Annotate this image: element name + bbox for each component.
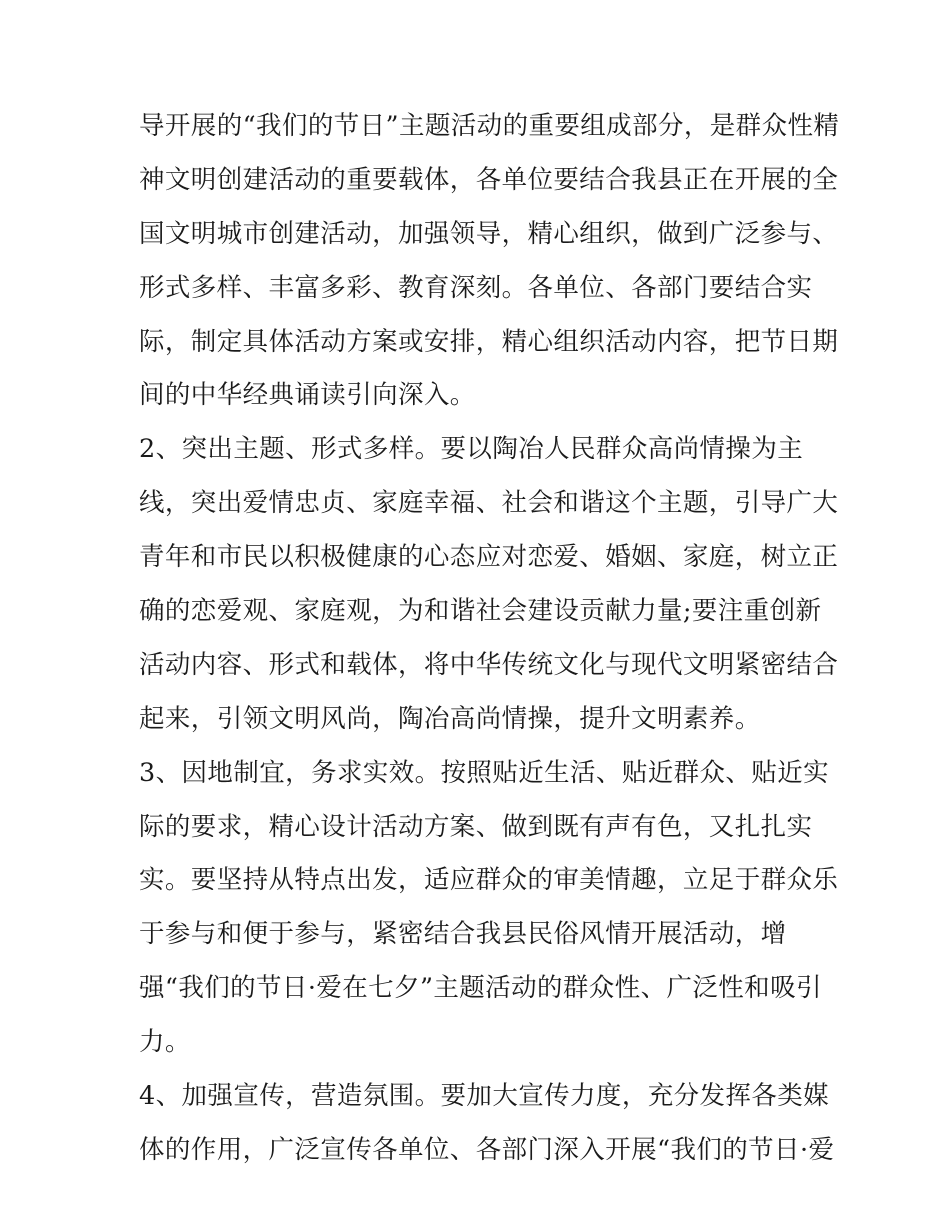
text-line: 际的要求，精心设计活动方案、做到既有声有色，又扎扎实 xyxy=(139,811,813,842)
text-line: 青年和市民以积极健康的心态应对恋爱、婚姻、家庭，树立正 xyxy=(139,542,839,573)
text-line: 实。要坚持从特点出发，适应群众的审美情趣，立足于群众乐 xyxy=(139,865,839,896)
text-line: 国文明城市创建活动，加强领导，精心组织，做到广泛参与、 xyxy=(139,218,839,249)
text-line: 强“我们的节日·爱在七夕”主题活动的群众性、广泛性和吸引 xyxy=(139,973,822,1004)
text-line: 3、因地制宜，务求实效。按照贴近生活、贴近群众、贴近实 xyxy=(139,757,830,788)
text-line: 形式多样、丰富多彩、教育深刻。各单位、各部门要结合实 xyxy=(139,272,813,303)
text-line: 神文明创建活动的重要载体，各单位要结合我县正在开展的全 xyxy=(139,164,839,195)
text-line: 力。 xyxy=(139,1027,191,1058)
text-line: 起来，引领文明风尚，陶冶高尚情操，提升文明素养。 xyxy=(139,703,761,734)
text-line: 线，突出爱情忠贞、家庭幸福、社会和谐这个主题，引导广大 xyxy=(139,488,839,519)
text-line: 4、加强宣传，营造氛围。要加大宣传力度，充分发挥各类媒 xyxy=(139,1081,830,1112)
text-line: 2、突出主题、形式多样。要以陶冶人民群众高尚情操为主 xyxy=(139,434,804,465)
text-line: 际，制定具体活动方案或安排，精心组织活动内容，把节日期 xyxy=(139,326,839,357)
text-line: 间的中华经典诵读引向深入。 xyxy=(139,380,476,411)
text-line: 于参与和便于参与，紧密结合我县民俗风情开展活动，增 xyxy=(139,919,787,950)
text-line: 导开展的“我们的节日”主题活动的重要组成部分，是群众性精 xyxy=(139,111,840,141)
text-line: 确的恋爱观、家庭观，为和谐社会建设贡献力量;要注重创新 xyxy=(139,596,822,627)
text-line: 体的作用，广泛宣传各单位、各部门深入开展“我们的节日·爱 xyxy=(139,1134,835,1165)
body-text xyxy=(139,100,840,1178)
text-line: 活动内容、形式和载体，将中华传统文化与现代文明紧密结合 xyxy=(139,649,839,680)
